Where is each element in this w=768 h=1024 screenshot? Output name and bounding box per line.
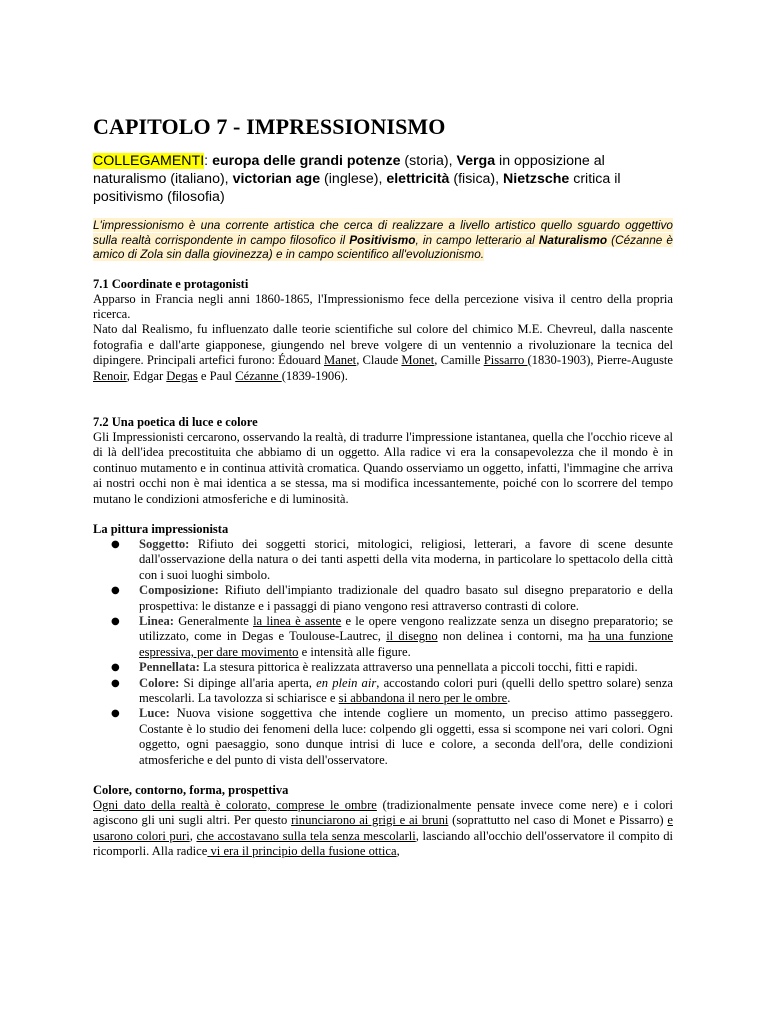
chapter-title: CAPITOLO 7 - IMPRESSIONISMO (93, 114, 446, 139)
text-run: (storia), (400, 153, 457, 169)
bold-run: victorian age (232, 171, 321, 187)
text-run: (inglese), (320, 171, 387, 187)
page-content (93, 114, 673, 860)
underlined-run: Degas (166, 368, 198, 383)
underlined-run: la linea è assente (253, 614, 342, 628)
underlined-run: che accostavano sulla tela senza mescolarli (196, 828, 416, 843)
bold-run: Naturalismo (538, 232, 608, 247)
text-run: , accostando colori puri (quelli dello spettro solare) senza mescolarli. La tavolozza si schiarisce e (139, 675, 673, 706)
section-7-1 (93, 276, 673, 384)
bold-run: elettricità (386, 171, 450, 187)
list-item (139, 706, 673, 768)
text-run: (fisica), (449, 171, 504, 187)
text-run: critica il positivismo (filosofia) (93, 171, 621, 205)
collegamenti-label: COLLEGAMENTI (93, 153, 205, 169)
text-run: Rifiuto dei soggetti storici, mitologici, religiosi, letterari, a favore di scene desunte dall'osservazione della natura o dei tanti aspetti della vita moderna, in particolare lo spettacolo della città con i suoi luoghi simbolo. (139, 536, 673, 582)
text-run: , Camille (434, 353, 484, 368)
text-run: Rifiuto dell'impianto tradizionale del quadro basato sul disegno preparatorio e della prospettiva: le distanze e i passaggi di piano vengono resi attraverso contrasti di colore. (139, 583, 673, 613)
intro-highlight (93, 218, 673, 261)
paragraph (93, 322, 673, 384)
paragraph: Gli Impressionisti cercarono, osservando la realtà, di tradurre l'impressione istantanea, quella che l'occhio riceve al di là dell'idea precostituita che abbiamo di un oggetto. Alla radice vi era la consapevolezza che il mondo è in continuo mutamento e in continua attività cromatica. Quando osserviamo un oggetto, infatti, l'immagine che arriva ai nostri occhi non è mai identica a se stessa, ma si modifica incessantemente, poiché con lo scorrere del tempo mutano le condizioni atmosferiche e di luminosità. (93, 429, 673, 506)
term: Linea: (139, 614, 174, 628)
section-colore-contorno (93, 782, 673, 860)
underlined-run: Pissarro (483, 353, 528, 368)
text-run: , (396, 844, 400, 859)
text-run: : (204, 153, 213, 169)
bold-run: europa delle grandi potenze (212, 153, 401, 169)
section-heading: La pittura impressionista (93, 521, 229, 536)
section-7-2 (93, 414, 673, 507)
bold-run: Verga (456, 153, 496, 169)
text-run: , (189, 828, 197, 843)
text-run: (tradizionalmente pensate invece come nere) e i colori agiscono gli uni sugli altri. Per questo (93, 798, 673, 828)
underlined-run: Renoir (93, 368, 127, 383)
section-pittura (93, 521, 673, 768)
italic-run: en plein air (316, 675, 377, 690)
text-run: Nuova visione soggettiva che intende cogliere un momento, un preciso attimo passeggero. Costante è lo studio dei fenomeni della luce: colpendo gli oggetti, essa si scompone nei vari colori. Ogni oggetto, ogni paesaggio, sono dunque intrisi di luce e colore, a seconda dell'ora, delle condizioni atmosferiche e del punto di vista dell'osservatore. (139, 706, 673, 767)
section-heading: Colore, contorno, forma, prospettiva (93, 783, 289, 798)
underlined-run: ha una funzione espressiva, per dare movimento (139, 629, 673, 659)
bullet-list (93, 537, 673, 768)
underlined-run: Ogni dato della realtà è colorato, comprese le ombre (93, 798, 377, 813)
list-item (139, 676, 673, 707)
list-item (139, 537, 673, 583)
intro-paragraph (93, 218, 673, 262)
paragraph: Apparso in Francia negli anni 1860-1865, l'Impressionismo fece della percezione visiva il centro della propria ricerca. (93, 291, 673, 321)
term: Composizione: (139, 583, 219, 598)
text-run: , Edgar (126, 368, 167, 383)
text-run: . (507, 691, 511, 706)
bold-run: Positivismo (349, 232, 416, 247)
term: Luce: (139, 706, 170, 721)
text-run: e le opere vengono realizzate senza un disegno preparatorio; se utilizzato, come in Degas e Toulouse-Lautrec, (139, 614, 674, 644)
underlined-run: si abbandona il nero per le ombre (338, 691, 508, 706)
text-run: , in campo letterario al (415, 232, 539, 247)
term: Colore: (139, 675, 180, 690)
underlined-run: Manet (324, 353, 357, 368)
underlined-run: vi era il principio della fusione ottica (207, 844, 397, 859)
section-heading: 7.1 Coordinate e protagonisti (93, 276, 249, 291)
text-run: , lasciando all'occhio dell'osservatore il compito di ricomporli. Alla radice (93, 828, 673, 859)
underlined-run: rinunciarono ai grigi e ai bruni (291, 813, 449, 828)
text-run: (1830-1903), Pierre-Auguste (527, 353, 673, 368)
text-run: , Claude (356, 353, 402, 368)
text-run: Generalmente (173, 614, 254, 628)
term: Soggetto: (139, 536, 190, 551)
text-run: e Paul (197, 368, 236, 383)
text-run: La stesura pittorica è realizzata attraverso una pennellata a piccoli tocchi, fitti e rapidi. (199, 660, 638, 675)
paragraph (93, 798, 673, 860)
bold-run: Nietzsche (503, 171, 570, 187)
text-run: e intensità alle figure. (298, 644, 411, 659)
text-run: Si dipinge all'aria aperta, (179, 675, 317, 690)
collegamenti-paragraph (93, 152, 673, 206)
text-run: in opposizione al naturalismo (italiano), (93, 153, 605, 187)
underlined-run: Monet (401, 353, 435, 368)
underlined-run: il disegno (386, 629, 438, 644)
text-run: (1839-1906). (281, 368, 348, 383)
text-run: (Cézanne è amico di Zola sin dalla giovinezza) e in campo scientifico all'evoluzionismo. (93, 232, 673, 261)
list-item (139, 660, 673, 675)
text-run: L'impressionismo è una corrente artistica che cerca di realizzare a livello artistico quello sguardo oggettivo sulla realtà corrispondente in campo filosofico il (93, 218, 673, 247)
underlined-run: Cézanne (235, 368, 282, 383)
list-item (139, 583, 673, 614)
list-item (139, 614, 673, 660)
section-heading: 7.2 Una poetica di luce e colore (93, 414, 258, 429)
term: Pennellata: (139, 660, 200, 675)
text-run: non delinea i contorni, ma (437, 629, 589, 644)
text-run: Nato dal Realismo, fu influenzato dalle teorie scientifiche sul colore del chimico M.E. Chevreul, dalla nascente fotografia e dall'arte giapponese, giungendo nel breve volgere di un ventennio a rivoluzionare la tecnica del dipingere. Principali artefici furono: Édouard (93, 322, 673, 368)
underlined-run: e usarono colori puri (93, 813, 673, 843)
text-run: (soprattutto nel caso di Monet e Pissarro) (448, 813, 668, 828)
